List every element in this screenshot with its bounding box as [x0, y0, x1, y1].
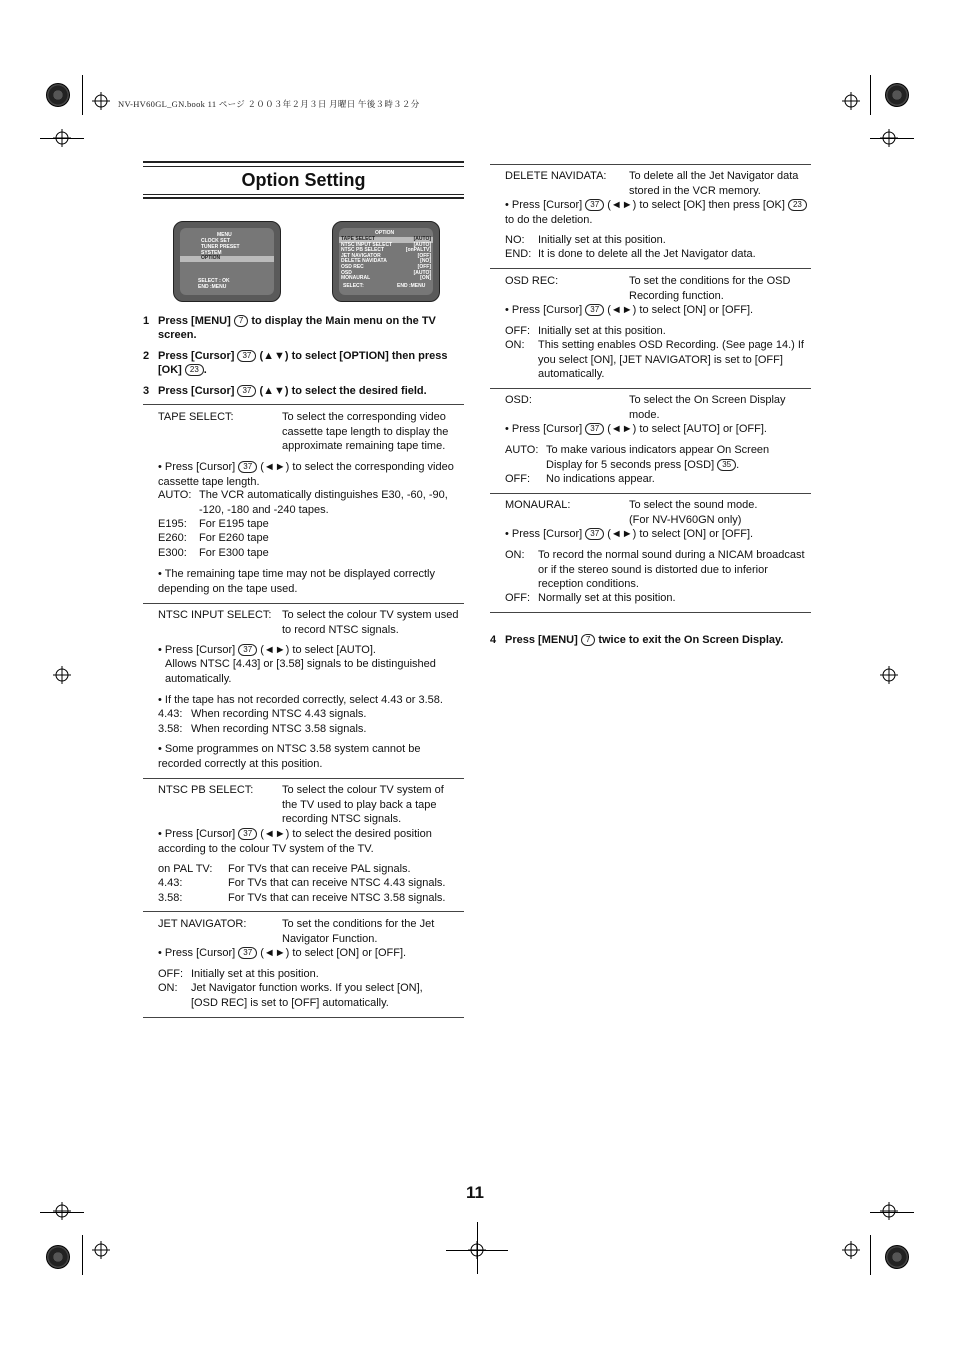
menu-screen-item: SYSTEM	[201, 250, 222, 256]
color-dial-icon	[885, 1245, 909, 1269]
option-screen-row: JET NAVIGATOR [OFF]	[341, 252, 431, 259]
button-ref-icon: 35	[717, 459, 736, 471]
option-value: For TVs that can receive NTSC 4.43 signals.	[228, 877, 446, 889]
button-ref-icon: 7	[234, 315, 248, 327]
option-key: AUTO:	[505, 444, 539, 456]
color-dial-icon	[46, 83, 70, 107]
registration-mark-icon	[842, 92, 860, 110]
menu-screen-heading: MENU	[217, 232, 232, 238]
option-key: END:	[505, 248, 532, 260]
instruction: • Press [Cursor] 37 (◄►) to select [ON] or [OFF].	[505, 304, 754, 316]
option-screen-row: OSD REC [OFF]	[341, 263, 431, 270]
button-ref-icon: 23	[185, 364, 204, 376]
option-value: For TVs that can receive PAL signals.	[228, 863, 411, 875]
page-number: 11	[466, 1183, 484, 1202]
registration-mark-icon	[53, 1202, 71, 1220]
setting-label: NTSC PB SELECT:	[158, 784, 254, 796]
registration-mark-icon	[53, 129, 71, 147]
instruction: Allows NTSC [4.43] or [3.58] signals to be distinguished automatically.	[165, 658, 436, 685]
instruction: • Press [Cursor] 37 (◄►) to select [OK] then press [OK] 23 to do the deletion.	[505, 198, 811, 227]
button-ref-icon: 37	[585, 199, 604, 211]
section-divider	[490, 388, 811, 389]
section-divider	[490, 268, 811, 269]
section-divider	[143, 603, 464, 604]
option-screen-row: OSD [AUTO]	[341, 269, 431, 276]
option-key: 3.58:	[158, 723, 183, 735]
option-value: For TVs that can receive NTSC 3.58 signals.	[228, 892, 446, 904]
section-divider	[490, 164, 811, 165]
option-key: E195:	[158, 518, 187, 530]
button-ref-icon: 23	[788, 199, 807, 211]
registration-mark-icon	[880, 1202, 898, 1220]
file-info-header: NV-HV60GL_GN.book 11 ページ ２００３年２月３日 月曜日 午後３時３２分	[118, 99, 420, 109]
option-key: AUTO:	[158, 489, 192, 501]
option-key: on PAL TV:	[158, 863, 213, 875]
option-screen-row: DELETE NAVIDATA [NO]	[341, 258, 431, 265]
menu-screen-item: TUNER PRESET	[201, 244, 240, 250]
title-rule	[143, 197, 464, 199]
instruction: • Press [Cursor] 37 (◄►) to select [ON] or [OFF].	[505, 528, 754, 540]
menu-screen-illustration	[173, 221, 281, 302]
setting-description: To delete all the Jet Navigator data stored in the VCR memory.	[629, 170, 799, 197]
note: • The remaining tape time may not be displayed correctly depending on the tape used.	[158, 568, 435, 595]
color-dial-icon	[46, 1245, 70, 1269]
option-value: Normally set at this position.	[538, 592, 676, 604]
section-divider	[143, 404, 464, 405]
option-value: Jet Navigator function works. If you select [ON], [OSD REC] is set to [OFF] automatically.	[191, 982, 423, 1009]
option-key: 4.43:	[158, 708, 183, 720]
button-ref-icon: 37	[238, 644, 257, 656]
setting-label: DELETE NAVIDATA:	[505, 170, 607, 182]
section-divider	[143, 911, 464, 912]
section-divider	[143, 778, 464, 779]
setting-description: (For NV-HV60GN only)	[629, 514, 742, 526]
option-value: The VCR automatically distinguishes E30, -60, -90, -120, -180 and -240 tapes.	[199, 489, 448, 516]
instruction: • Press [Cursor] 37 (◄►) to select [ON] or [OFF].	[158, 947, 407, 959]
button-ref-icon: 37	[585, 423, 604, 435]
button-ref-icon: 37	[238, 947, 257, 959]
color-dial-icon	[885, 83, 909, 107]
step-2: 2 Press [Cursor] 37 (▲▼) to select [OPTION] then press [OK] 23 .	[143, 350, 448, 376]
page-title: Option Setting	[241, 170, 366, 190]
menu-screen-item-selected: OPTION	[180, 256, 274, 262]
option-screen-heading: OPTION	[375, 230, 395, 236]
setting-label: TAPE SELECT:	[158, 411, 234, 423]
setting-label: OSD:	[505, 394, 532, 406]
setting-description: To select the On Screen Display mode.	[629, 394, 786, 421]
option-value: To record the normal sound during a NICAM broadcast or if the stereo sound is distorted due to inferior reception conditions.	[538, 549, 805, 590]
option-value: This setting enables OSD Recording. (See page 14.) If you select [ON], [JET NAVIGATOR] is set to [OFF] automatically.	[538, 339, 804, 380]
option-screen-illustration	[332, 221, 440, 302]
section-divider	[143, 1017, 464, 1018]
option-value: For E195 tape	[199, 518, 269, 530]
option-key: 4.43:	[158, 877, 183, 889]
step-4: 4 Press [MENU] 7 twice to exit the On Screen Display.	[490, 634, 784, 646]
setting-label: NTSC INPUT SELECT:	[158, 609, 272, 621]
option-value: Initially set at this position.	[538, 325, 666, 337]
option-key: OFF:	[505, 473, 531, 485]
option-screen-row: TAPE SELECT [AUTO]	[341, 236, 431, 242]
option-screen-row: MONAURAL [ON]	[341, 275, 431, 282]
option-key: OFF:	[158, 968, 184, 980]
option-value: It is done to delete all the Jet Navigator data.	[538, 248, 756, 260]
instruction: • Press [Cursor] 37 (◄►) to select [AUTO] or [OFF].	[505, 423, 767, 435]
step-3: 3 Press [Cursor] 37 (▲▼) to select the desired field.	[143, 385, 427, 397]
step-1: 1 Press [MENU] 7 to display the Main menu on the TV screen.	[143, 315, 436, 341]
title-rule	[143, 194, 464, 195]
button-ref-icon: 7	[581, 634, 595, 646]
button-ref-icon: 37	[237, 350, 256, 362]
option-key: OFF:	[505, 325, 531, 337]
instruction: • Press [Cursor] 37 (◄►) to select the desired position according to the colour TV system of the TV.	[158, 828, 432, 855]
menu-screen-footer: END :MENU	[198, 284, 227, 290]
setting-description: To set the conditions for the Jet Navigator Function.	[282, 918, 435, 945]
option-key: ON:	[505, 339, 525, 351]
option-value: When recording NTSC 3.58 signals.	[191, 723, 367, 735]
setting-description: To select the colour TV system of the TV used to play back a tape recording NTSC signals.	[282, 784, 444, 825]
option-screen-list	[339, 237, 433, 282]
registration-mark-icon	[92, 1241, 110, 1259]
option-value: No indications appear.	[546, 473, 655, 485]
setting-description: To select the sound mode.	[629, 499, 758, 511]
note: • Some programmes on NTSC 3.58 system cannot be recorded correctly at this position.	[158, 743, 421, 770]
setting-description: To select the colour TV system used to record NTSC signals.	[282, 609, 459, 636]
note: • If the tape has not recorded correctly, select 4.43 or 3.58.	[158, 694, 443, 706]
setting-description: To select the corresponding video cassette tape length to display the approximate remaining tape time.	[282, 411, 449, 452]
instruction: • Press [Cursor] 37 (◄►) to select [AUTO].	[158, 644, 376, 656]
section-divider	[490, 612, 811, 613]
setting-label: OSD REC:	[505, 275, 559, 287]
option-key: NO:	[505, 234, 525, 246]
title-rule	[143, 161, 464, 163]
button-ref-icon: 37	[237, 385, 256, 397]
option-value: Initially set at this position.	[191, 968, 319, 980]
setting-label: MONAURAL:	[505, 499, 571, 511]
registration-mark-icon	[92, 92, 110, 110]
registration-mark-icon	[842, 1241, 860, 1259]
button-ref-icon: 37	[238, 461, 257, 473]
registration-mark-icon	[880, 666, 898, 684]
option-screen-row: NTSC INPUT SELECT [AUTO]	[341, 241, 431, 248]
setting-description: To set the conditions for the OSD Recording function.	[629, 275, 791, 302]
registration-mark-icon	[53, 666, 71, 684]
option-screen-footer: END :MENU	[397, 283, 426, 289]
option-value: For E300 tape	[199, 547, 269, 559]
menu-screen-item: CLOCK SET	[201, 238, 230, 244]
option-screen-footer: SELECT:	[343, 283, 364, 289]
option-value: For E260 tape	[199, 532, 269, 544]
button-ref-icon: 37	[238, 828, 257, 840]
option-key: E300:	[158, 547, 187, 559]
option-key: E260:	[158, 532, 187, 544]
option-value: When recording NTSC 4.43 signals.	[191, 708, 367, 720]
option-key: OFF:	[505, 592, 531, 604]
option-value: To make various indicators appear On Screen Display for 5 seconds press [OSD] 35 .	[546, 444, 770, 471]
option-screen-row: NTSC PB SELECT [onPALTV]	[341, 247, 431, 254]
option-value: Initially set at this position.	[538, 234, 666, 246]
option-key: ON:	[505, 549, 525, 561]
setting-label: JET NAVIGATOR:	[158, 918, 247, 930]
option-key: 3.58:	[158, 892, 183, 904]
instruction: • Press [Cursor] 37 (◄►) to select the corresponding video cassette tape length.	[158, 461, 454, 488]
section-divider	[490, 493, 811, 494]
option-key: ON:	[158, 982, 178, 994]
registration-mark-icon	[880, 129, 898, 147]
button-ref-icon: 37	[585, 304, 604, 316]
button-ref-icon: 37	[585, 528, 604, 540]
menu-screen-footer: SELECT : OK	[198, 278, 230, 284]
